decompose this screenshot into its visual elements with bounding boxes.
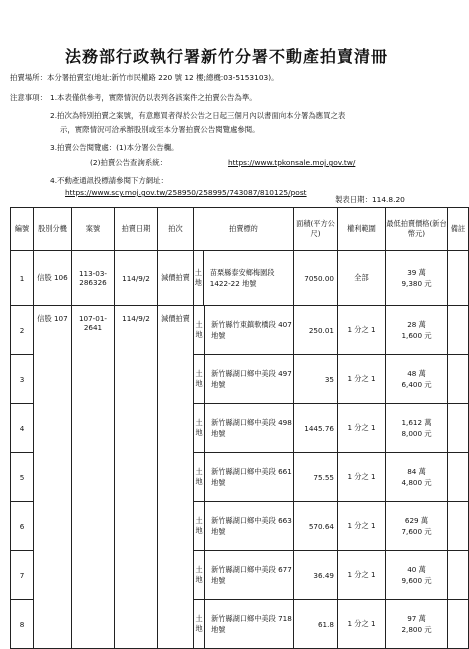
- header-date: 拍賣日期: [115, 208, 158, 251]
- row-price: [386, 600, 448, 649]
- row-division: 信股 107: [34, 306, 72, 649]
- land-tag: 土地: [194, 306, 205, 354]
- row-price: [386, 404, 448, 453]
- land-tag: 土地: [194, 453, 205, 501]
- row-area: 1445.76: [294, 404, 338, 453]
- price-main: 48 萬: [407, 369, 426, 378]
- row-right: 1 分之 1: [338, 404, 386, 453]
- header-no: 編號: [11, 208, 34, 251]
- header-area: 面積(平方公尺): [294, 208, 338, 251]
- row-area: 36.49: [294, 551, 338, 600]
- price-main: 40 萬: [407, 565, 426, 574]
- land-tag: 土地: [194, 251, 204, 305]
- header-right: 權利範圍: [338, 208, 386, 251]
- row-round: 減價拍賣: [158, 251, 194, 306]
- row-target: [194, 453, 294, 502]
- row-area: 250.01: [294, 306, 338, 355]
- price-main: 97 萬: [407, 614, 426, 623]
- row-target: [194, 355, 294, 404]
- header-target: 拍賣標的: [194, 208, 294, 251]
- target-text: 新竹縣湖口鄉中美段 498 地號: [211, 418, 292, 438]
- row-no: 4: [11, 404, 34, 453]
- note-1: 1.本表僅供參考，實際情況仍以表列各該案件之拍賣公告為準。: [50, 93, 257, 102]
- row-remark: [448, 355, 469, 404]
- row-area: 61.8: [294, 600, 338, 649]
- price-sub: 7,600 元: [401, 527, 432, 536]
- row-right: 1 分之 1: [338, 355, 386, 404]
- target-text: 新竹縣湖口鄉中美段 497 地號: [211, 369, 292, 389]
- row-area: 75.55: [294, 453, 338, 502]
- price-main: 39 萬: [407, 268, 426, 277]
- row-right: 1 分之 1: [338, 453, 386, 502]
- land-tag: 土地: [194, 404, 205, 452]
- price-main: 1,612 萬: [401, 418, 432, 427]
- row-division: 信股 106: [34, 251, 72, 306]
- row-area: 7050.00: [294, 251, 338, 306]
- price-sub: 1,600 元: [401, 331, 432, 340]
- row-right: 1 分之 1: [338, 551, 386, 600]
- target-text: 新竹縣湖口鄉中美段 718 地號: [211, 614, 292, 634]
- row-remark: [448, 404, 469, 453]
- header-round: 拍次: [158, 208, 194, 251]
- price-main: 28 萬: [407, 320, 426, 329]
- row-target: [194, 306, 294, 355]
- note-2: 2.拍次為特別拍賣之案號，有意應買者得於公告之日起三個月內以書面向本分署為應買之表: [50, 111, 346, 120]
- header-division: 股別分機: [34, 208, 72, 251]
- auction-query-link[interactable]: https://www.tpkonsale.moj.gov.tw/: [228, 158, 356, 167]
- row-remark: [448, 551, 469, 600]
- row-right: 1 分之 1: [338, 502, 386, 551]
- row-date: 114/9/2: [115, 251, 158, 306]
- header-case: 案號: [72, 208, 115, 251]
- row-case: 107-01-2641: [72, 306, 115, 649]
- row-target: [194, 251, 294, 306]
- price-sub: 9,600 元: [401, 576, 432, 585]
- row-no: 2: [11, 306, 34, 355]
- price-sub: 8,000 元: [401, 429, 432, 438]
- row-price: [386, 551, 448, 600]
- row-remark: [448, 600, 469, 649]
- land-tag: 土地: [194, 355, 205, 403]
- table-row: [11, 306, 469, 355]
- row-right: 全部: [338, 251, 386, 306]
- row-date: 114/9/2: [115, 306, 158, 649]
- land-tag: 土地: [194, 502, 205, 550]
- row-area: 35: [294, 355, 338, 404]
- note-3b: (2)拍賣公告查詢系統：: [90, 158, 167, 167]
- price-sub: 2,800 元: [401, 625, 432, 634]
- row-right: 1 分之 1: [338, 306, 386, 355]
- mail-bid-link[interactable]: https://www.scy.moj.gov.tw/258950/258995/743087/810125/post: [65, 188, 307, 197]
- row-price: [386, 355, 448, 404]
- row-price: [386, 453, 448, 502]
- note-3: 3.拍賣公告閱覽處：(1)本分署公告欄。: [50, 143, 179, 152]
- row-no: 3: [11, 355, 34, 404]
- row-price: [386, 502, 448, 551]
- table-date: 製表日期：114.8.20: [335, 195, 405, 204]
- target-text: 新竹縣竹東鎮軟橋段 407 地號: [211, 320, 292, 340]
- row-price: [386, 306, 448, 355]
- land-tag: 土地: [194, 551, 205, 599]
- row-right: 1 分之 1: [338, 600, 386, 649]
- row-no: 8: [11, 600, 34, 649]
- page-title: 法務部行政執行署新竹分署不動產拍賣清冊: [64, 47, 388, 66]
- target-text: 新竹縣湖口鄉中美段 663 地號: [211, 516, 292, 536]
- row-remark: [448, 453, 469, 502]
- target-text: 新竹縣湖口鄉中美段 661 地號: [211, 467, 292, 487]
- row-target: [194, 404, 294, 453]
- price-main: 629 萬: [404, 516, 429, 525]
- header-remark: 備註: [448, 208, 469, 251]
- note-4: 4.不動產通訊投標請參閱下方網址：: [50, 176, 168, 185]
- land-tag: 土地: [194, 600, 205, 648]
- row-remark: [448, 251, 469, 306]
- table-row: [11, 251, 469, 306]
- row-no: 1: [11, 251, 34, 306]
- price-sub: 4,800 元: [401, 478, 432, 487]
- auction-table: [10, 207, 469, 649]
- auction-place: 拍賣場所：本分署拍賣室(地址:新竹市民權路 220 號 12 樓;總機:03-5153103)。: [10, 73, 279, 82]
- row-price: [386, 251, 448, 306]
- target-text: 苗栗縣泰安鄉梅園段 1422-22 地號: [209, 268, 275, 288]
- row-case: 113-03-286326: [72, 251, 115, 306]
- table-header-row: [11, 208, 469, 251]
- price-sub: 6,400 元: [401, 380, 432, 389]
- row-no: 5: [11, 453, 34, 502]
- row-remark: [448, 502, 469, 551]
- row-target: [194, 502, 294, 551]
- note-2b: 示，實際情況可洽承辦股別或至本分署拍賣公告閱覽處參閱。: [60, 125, 260, 134]
- row-target: [194, 600, 294, 649]
- header-price: 最低拍賣價格(新台幣元): [386, 208, 448, 251]
- price-sub: 9,380 元: [401, 279, 432, 288]
- row-no: 7: [11, 551, 34, 600]
- target-text: 新竹縣湖口鄉中美段 677 地號: [211, 565, 292, 585]
- row-remark: [448, 306, 469, 355]
- notice-label: 注意事項：: [10, 93, 47, 102]
- row-area: 570.64: [294, 502, 338, 551]
- row-target: [194, 551, 294, 600]
- price-main: 84 萬: [407, 467, 426, 476]
- row-round: 減價拍賣: [158, 306, 194, 649]
- row-no: 6: [11, 502, 34, 551]
